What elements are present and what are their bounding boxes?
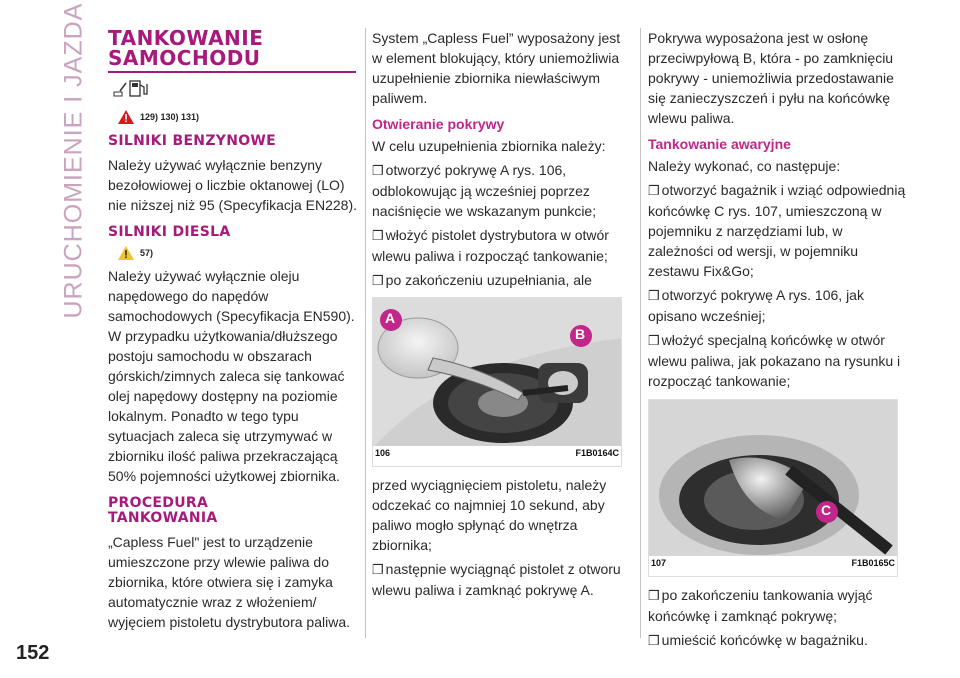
list-item bbox=[648, 330, 908, 391]
checkbox-bullet-icon: ❒ bbox=[372, 163, 384, 178]
checkbox-bullet-icon: ❒ bbox=[648, 288, 660, 303]
column-divider bbox=[365, 28, 366, 638]
main-title-line2: SAMOCHODU bbox=[108, 46, 261, 70]
column-divider bbox=[640, 28, 641, 638]
fuel-flap-illustration bbox=[373, 298, 622, 448]
figure-106 bbox=[372, 297, 622, 467]
figure-label-a: A bbox=[385, 310, 396, 326]
list-item bbox=[372, 270, 632, 291]
section-side-title bbox=[56, 2, 92, 328]
opening-intro: W celu uzupełnienia zbiornika należy: bbox=[372, 138, 606, 154]
checkbox-bullet-icon: ❒ bbox=[648, 333, 660, 348]
petrol-text: Należy używać wyłącznie benzyny bezołowiowej o liczbie oktanowej (LO) nie niższej niż 95 (Specyfikacja EN228). bbox=[108, 157, 358, 213]
procedure-text: „Capless Fuel" jest to urządzenie umieszczone przy wlewie paliwa do zbiornika, które otwiera się i zamyka automatycznie wraz z włożeniem/ wyjęciem pistoletu dystrybutora paliwa. bbox=[108, 534, 350, 630]
list-item bbox=[648, 285, 908, 326]
caution-refs-text: 57) bbox=[140, 248, 154, 258]
checkbox-bullet-icon: ❒ bbox=[648, 633, 660, 648]
after-figure-text: przed wyciągnięciem pistoletu, należy odczekać co najmniej 10 sekund, aby paliwo mogło spłynąć do wnętrza zbiornika; bbox=[372, 477, 607, 553]
emergency-heading: Tankowanie awaryjne bbox=[648, 136, 791, 152]
column-3 bbox=[648, 28, 908, 655]
caution-reference bbox=[118, 246, 358, 260]
section-side-title-text: URUCHOMIENIE I JAZDA bbox=[59, 2, 88, 319]
fuel-pump-icon bbox=[112, 79, 358, 104]
warning-refs-text: 129) 130) 131) bbox=[140, 112, 200, 122]
checkbox-bullet-icon: ❒ bbox=[372, 228, 384, 243]
warning-triangle-icon bbox=[118, 110, 134, 124]
list-item bbox=[372, 160, 632, 221]
list-item bbox=[648, 630, 908, 651]
diesel-text: Należy używać wyłącznie oleju napędowego do napędów samochodowych (Specyfikacja EN590). W przypadku użytkowania/dłuższego postoju samochodu w obszarach górskich/zimnych zaleca się tankować olej napędowy dostępny na poziomie lokalnym. Ponadto w tego typu sytuacjach zaleca się utrzymywać w zbiorniku ilość paliwa przekraczającą 50% pojemności użytkowej zbiornika. bbox=[108, 268, 355, 484]
main-title-line1: TANKOWANIE bbox=[108, 26, 264, 50]
checkbox-bullet-icon: ❒ bbox=[372, 562, 384, 577]
list-item-text: następnie wyciągnąć pistolet z otworu wlewu paliwa i zamknąć pokrywę A. bbox=[372, 561, 621, 598]
flap-intro: Pokrywa wyposażona jest w osłonę przeciwpyłową B, która - po zamknięciu pokrywy - uniemożliwia przedostawanie się zanieczyszczeń i pyłu na końcówkę wlewu paliwa. bbox=[648, 30, 894, 126]
figure-number: 107 bbox=[651, 558, 667, 568]
checkbox-bullet-icon: ❒ bbox=[372, 273, 384, 288]
checkbox-bullet-icon: ❒ bbox=[648, 183, 660, 198]
list-item-text: otworzyć pokrywę A rys. 106, jak opisano wcześniej; bbox=[648, 287, 864, 324]
title-rule bbox=[108, 71, 356, 73]
column-1 bbox=[108, 28, 358, 636]
opening-heading: Otwieranie pokrywy bbox=[372, 116, 505, 132]
figure-107 bbox=[648, 399, 898, 577]
petrol-heading: SILNIKI BENZYNOWE bbox=[108, 133, 277, 149]
procedure-heading-line2: TANKOWANIA bbox=[108, 510, 218, 526]
list-item bbox=[372, 225, 632, 266]
list-item-text: otworzyć bagażnik i wziąć odpowiednią końcówkę C rys. 107, umieszczoną w pojemniku z narzędziami lub, w zależności od wersji, w pojemniku zestawu Fix&Go; bbox=[648, 182, 906, 279]
emergency-adapter-illustration bbox=[649, 400, 898, 558]
diesel-heading: SILNIKI DIESLA bbox=[108, 224, 231, 240]
checkbox-bullet-icon: ❒ bbox=[648, 588, 660, 603]
procedure-heading-line1: PROCEDURA bbox=[108, 495, 209, 511]
figure-label-b: B bbox=[575, 326, 586, 342]
page-number: 152 bbox=[16, 642, 50, 664]
list-item-text: włożyć pistolet dystrybutora w otwór wlewu paliwa i rozpocząć tankowanie; bbox=[372, 227, 609, 264]
figure-caption bbox=[373, 446, 621, 466]
figure-code: F1B0165C bbox=[851, 558, 895, 568]
figure-code: F1B0164C bbox=[575, 448, 619, 458]
emergency-intro: Należy wykonać, co następuje: bbox=[648, 158, 841, 174]
list-item bbox=[648, 585, 908, 626]
list-item-text: włożyć specjalną końcówkę w otwór wlewu paliwa, jak pokazano na rysunku i rozpocząć tankowanie; bbox=[648, 332, 901, 389]
column-2 bbox=[372, 28, 632, 604]
figure-number: 106 bbox=[375, 448, 391, 458]
list-item-text: po zakończeniu tankowania wyjąć końcówkę i zamknąć pokrywę; bbox=[648, 587, 873, 624]
list-item-text: po zakończeniu uzupełniania, ale bbox=[385, 272, 592, 288]
warning-reference bbox=[118, 110, 358, 124]
list-item bbox=[372, 559, 632, 600]
list-item-text: otworzyć pokrywę A rys. 106, odblokowując ją wcześniej poprzez naciśnięcie we wskazanym punkcie; bbox=[372, 162, 597, 219]
list-item-text: umieścić końcówkę w bagażniku. bbox=[661, 632, 868, 648]
caution-triangle-icon bbox=[118, 246, 134, 260]
list-item bbox=[648, 180, 908, 281]
capless-intro: System „Capless Fuel” wyposażony jest w element blokujący, który uniemożliwia uzupełnienie zbiornika niewłaściwym paliwem. bbox=[372, 30, 621, 106]
figure-label-c: C bbox=[821, 502, 832, 518]
figure-caption bbox=[649, 556, 897, 576]
